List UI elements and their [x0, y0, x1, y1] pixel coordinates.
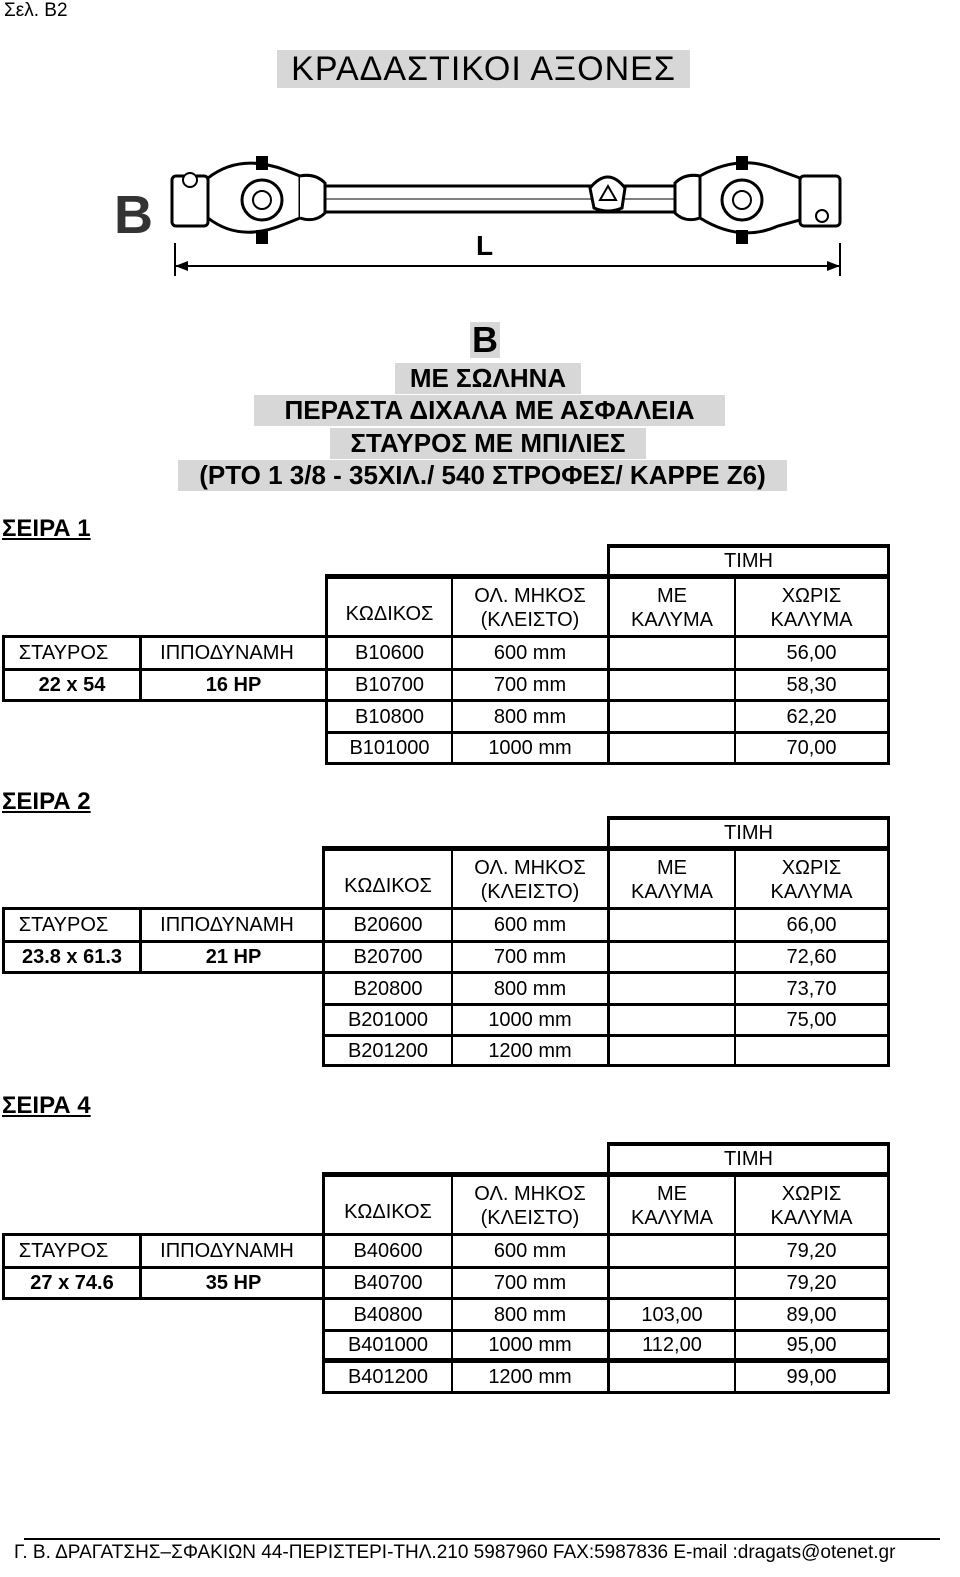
series-4-table	[0, 1142, 960, 1397]
cross-header: ΣΤΑΥΡΟΣ	[18, 1240, 109, 1262]
with-cover-header-line-1: ΜΕ	[657, 1183, 687, 1205]
price-header: ΤΙΜΗ	[724, 550, 773, 572]
cross-value: 22 x 54	[38, 674, 106, 696]
table-row-price-without: 66,00	[786, 914, 837, 936]
with-cover-header-line-2: ΚΑΛΥΜΑ	[631, 609, 713, 631]
length-header-line-1: ΟΛ. ΜΗΚΟΣ	[474, 857, 586, 879]
table-row-price-without: 58,30	[786, 674, 837, 696]
table-row-price-with	[610, 1269, 734, 1297]
drive-shaft-drawing	[110, 148, 850, 283]
code-header: ΚΩΔΙΚΟΣ	[345, 603, 434, 625]
table-row-price-without	[736, 1037, 887, 1064]
without-cover-header	[736, 854, 887, 906]
power-header: ΙΠΠΟΔΥΝΑΜΗ	[160, 642, 294, 664]
without-cover-header-line-2: ΚΑΛΥΜΑ	[770, 881, 853, 903]
length-header-line-1: ΟΛ. ΜΗΚΟΣ	[474, 585, 586, 607]
with-cover-header-line-1: ΜΕ	[657, 857, 687, 879]
length-header-line-2: (ΚΛΕΙΣΤΟ)	[480, 881, 580, 903]
table-row-code: B201000	[347, 1009, 429, 1031]
with-cover-header	[610, 854, 734, 906]
length-header-line-2: (ΚΛΕΙΣΤΟ)	[480, 1207, 580, 1229]
price-header: ΤΙΜΗ	[724, 822, 773, 844]
without-cover-header-line-1: ΧΩΡΙΣ	[781, 857, 842, 879]
table-row-price-without: 95,00	[786, 1334, 837, 1356]
table-row-code: B40600	[353, 1240, 423, 1262]
table-row-length: 1000 mm	[488, 737, 572, 759]
series-2-table	[0, 816, 960, 1071]
table-row-length: 800 mm	[493, 705, 567, 728]
subtitle-line-3: ΣΤΑΥΡΟΣ ΜΕ ΜΠΙΛΙΕΣ	[330, 428, 646, 459]
table-row-price-with	[610, 1037, 734, 1064]
table-row-code: B101000	[349, 737, 430, 759]
without-cover-header	[736, 1180, 887, 1232]
table-row-price-with	[610, 702, 734, 731]
table-row-price-without: 99,00	[786, 1366, 837, 1388]
table-row-code: B10700	[355, 674, 424, 696]
table-row-length: 1200 mm	[488, 1366, 572, 1388]
table-row-price-with: 112,00	[642, 1334, 702, 1356]
table-row-length: 600 mm	[493, 642, 567, 664]
table-row-code: B401200	[347, 1366, 429, 1388]
table-row-price-without: 72,60	[786, 946, 837, 968]
footer-divider	[24, 1538, 940, 1540]
table-row-price-without: 70,00	[786, 737, 837, 759]
table-row-price-without: 79,20	[786, 1240, 837, 1262]
table-row-price-with	[610, 1363, 734, 1391]
table-row-price-with	[610, 734, 734, 762]
table-row-length: 800 mm	[493, 977, 567, 1000]
power-value: 21 HP	[205, 946, 262, 968]
table-row-code: B40800	[353, 1303, 423, 1326]
without-cover-header-line-2: ΚΑΛΥΜΑ	[770, 609, 853, 631]
subtitle-line-2: ΠΕΡΑΣΤΑ ΔΙΧΑΛΑ ΜΕ ΑΣΦΑΛΕΙΑ	[254, 395, 725, 426]
length-header	[453, 854, 607, 906]
series-2-title: ΣΕΙΡΑ 2	[2, 788, 91, 815]
power-value: 35 HP	[205, 1272, 262, 1294]
with-cover-header-line-2: ΚΑΛΥΜΑ	[631, 881, 713, 903]
length-header-line-2: (ΚΛΕΙΣΤΟ)	[480, 609, 580, 631]
without-cover-header-line-1: ΧΩΡΙΣ	[781, 1183, 842, 1205]
table-row-price-without: 89,00	[786, 1303, 837, 1326]
code-letter: B	[472, 319, 498, 360]
series-1-table	[0, 544, 960, 779]
table-row-price-without: 79,20	[786, 1272, 837, 1294]
without-cover-header-line-1: ΧΩΡΙΣ	[781, 585, 842, 607]
page-label: Σελ. Β2	[4, 0, 68, 21]
page-title: ΚΡΑΔΑΣΤΙΚΟΙ ΑΞΟΝΕΣ	[277, 50, 690, 88]
table-row-length: 700 mm	[493, 1272, 567, 1294]
cross-value: 27 x 74.6	[30, 1272, 114, 1294]
cross-header: ΣΤΑΥΡΟΣ	[18, 914, 109, 936]
code-header: ΚΩΔΙΚΟΣ	[344, 1201, 432, 1223]
table-row-price-with	[610, 638, 734, 668]
table-row-length: 700 mm	[493, 674, 567, 696]
table-row-code: B20800	[353, 977, 423, 1000]
subtitle-line-1: ΜΕ ΣΩΛΗΝΑ	[395, 363, 581, 394]
length-header	[453, 1180, 607, 1232]
table-row-price-with	[610, 974, 734, 1003]
table-row-price-without: 73,70	[786, 977, 837, 1000]
series-1-title: ΣΕΙΡΑ 1	[2, 515, 91, 542]
without-cover-header-line-2: ΚΑΛΥΜΑ	[770, 1207, 853, 1229]
drawing-letter: B	[114, 185, 153, 245]
table-row-length: 600 mm	[493, 914, 567, 936]
table-row-price-with	[610, 910, 734, 940]
without-cover-header	[736, 582, 887, 634]
length-label: L	[476, 230, 494, 261]
with-cover-header	[610, 582, 734, 634]
length-header	[453, 582, 607, 634]
with-cover-header	[610, 1180, 734, 1232]
table-row-price-with	[610, 671, 734, 699]
subtitle-line-4: (PTO 1 3/8 - 35ΧΙΛ./ 540 ΣΤΡΟΦΕΣ/ ΚΑΡΡΕ Ζ6)	[178, 460, 787, 491]
with-cover-header-line-1: ΜΕ	[657, 585, 687, 607]
table-row-length: 700 mm	[493, 946, 567, 968]
table-row-length: 1000 mm	[488, 1334, 572, 1356]
table-row-length: 800 mm	[493, 1303, 567, 1326]
table-row-price-without: 62,20	[786, 705, 837, 728]
table-row-price-with: 103,00	[641, 1303, 703, 1326]
table-row-price-without: 75,00	[786, 1009, 837, 1031]
table-row-length: 1200 mm	[488, 1039, 572, 1062]
drive-shaft-illustration	[110, 148, 850, 283]
price-header: ΤΙΜΗ	[724, 1148, 773, 1170]
cross-header: ΣΤΑΥΡΟΣ	[18, 642, 109, 664]
table-row-code: B40700	[353, 1272, 423, 1294]
footer-contact: Γ. Β. ΔΡΑΓΑΤΣΗΣ–ΣΦΑΚΙΩΝ 44-ΠΕΡΙΣΤΕΡΙ-ΤΗΛ.210 5987960 FAX:5987836 E-mail :dragats@otenet.gr	[14, 1542, 896, 1563]
table-row-length: 600 mm	[493, 1240, 567, 1262]
table-row-length: 1000 mm	[488, 1009, 572, 1031]
table-row-code: B201200	[347, 1039, 429, 1062]
code-header: ΚΩΔΙΚΟΣ	[344, 875, 432, 897]
power-value: 16 HP	[205, 674, 262, 696]
table-row-code: B10600	[355, 642, 424, 664]
table-row-code: B20700	[353, 946, 423, 968]
power-header: ΙΠΠΟΔΥΝΑΜΗ	[160, 914, 294, 936]
table-row-price-with	[610, 1006, 734, 1034]
cross-value: 23.8 x 61.3	[21, 946, 123, 968]
table-row-price-with	[610, 1236, 734, 1266]
length-header-line-1: ΟΛ. ΜΗΚΟΣ	[474, 1183, 586, 1205]
power-header: ΙΠΠΟΔΥΝΑΜΗ	[160, 1240, 294, 1262]
table-row-code: B401000	[347, 1334, 429, 1356]
table-row-price-without: 56,00	[786, 642, 837, 664]
with-cover-header-line-2: ΚΑΛΥΜΑ	[631, 1207, 713, 1229]
table-row-code: B10800	[355, 705, 424, 728]
table-row-code: B20600	[353, 914, 423, 936]
series-4-title: ΣΕΙΡΑ 4	[2, 1092, 91, 1119]
table-row-price-with	[610, 943, 734, 971]
